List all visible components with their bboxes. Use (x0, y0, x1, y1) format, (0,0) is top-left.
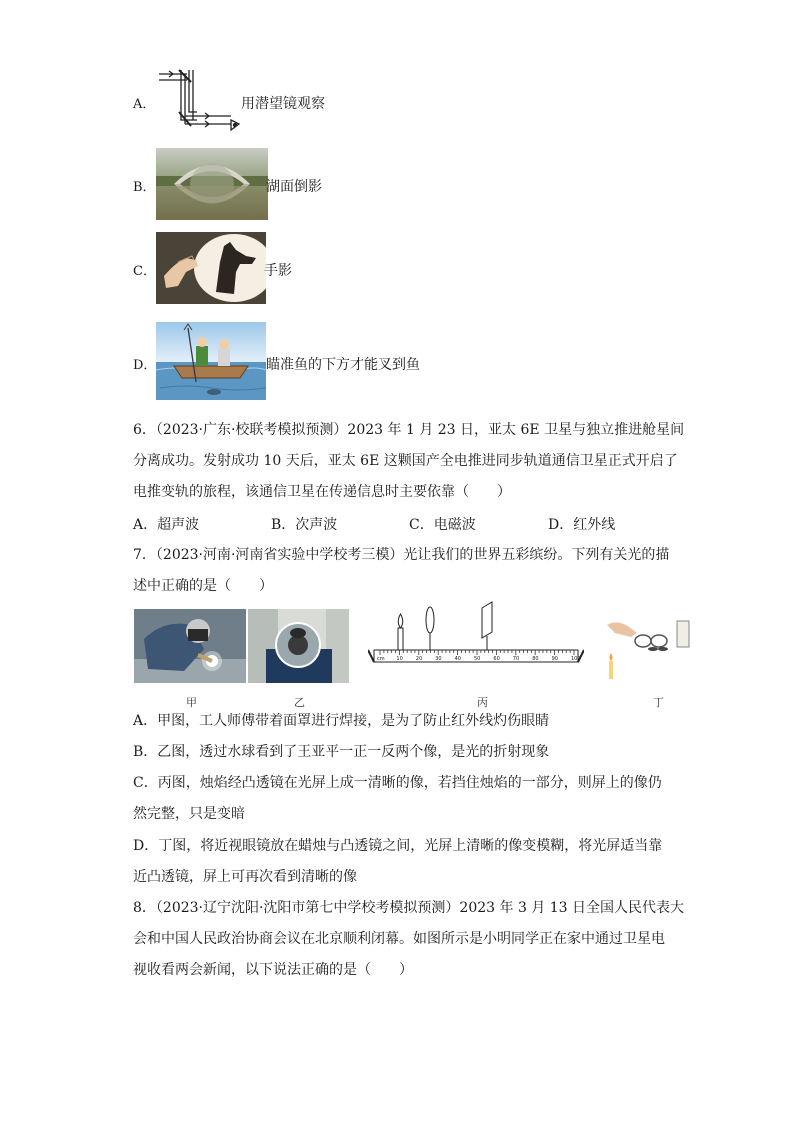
option-text: 瞄准鱼的下方才能叉到鱼 (266, 357, 420, 373)
question-text-line: 电推变轨的旅程，该通信卫星在传递信息时主要依靠（ ） (133, 484, 511, 500)
choice-d: D．红外线 (548, 517, 616, 533)
bench-tick-label: 100 (571, 656, 581, 662)
option-text: 手影 (264, 263, 292, 279)
welding-photo (134, 609, 246, 683)
lake-reflection-photo (156, 148, 268, 220)
bench-tick-label: 50 (474, 656, 481, 662)
option-label: B． (133, 180, 156, 195)
option-text: 用潜望镜观察 (241, 96, 325, 112)
question-text-line: 分离成功。发射成功 10 天后，亚太 6E 这颗国产全电推进同步轨道通信卫星正式开启了 (133, 453, 678, 469)
option-line: 近凸透镜，屏上可再次看到清晰的像 (133, 869, 357, 885)
option-line: C．丙图，烛焰经凸透镜在光屏上成一清晰的像，若挡住烛焰的一部分，则屏上的像仍 (133, 775, 662, 791)
option-line: D．丁图，将近视眼镜放在蜡烛与凸透镜之间，光屏上清晰的像变模糊，将光屏适当靠 (133, 838, 663, 854)
option-line: 然完整，只是变暗 (133, 806, 245, 822)
question-text-line: 8．（2023·辽宁沈阳·沈阳市第七中学校考模拟预测）2023 年 3 月 13 日全国人民代表大 (133, 900, 685, 916)
bench-tick-label: 40 (454, 656, 461, 662)
bench-tick-label: 70 (512, 656, 520, 662)
question-text-line: 6．（2023·广东·校联考模拟预测）2023 年 1 月 23 日，亚太 6E 卫星与独立推进舱星间 (133, 422, 685, 438)
option-label: C． (133, 264, 156, 279)
choice-a: A．超声波 (133, 517, 200, 533)
bench-tick-label: 10 (396, 656, 403, 662)
bench-tick-label: 20 (415, 656, 423, 662)
option-label: D． (133, 358, 157, 373)
option-line: A．甲图，工人师傅带着面罩进行焊接，是为了防止红外线灼伤眼睛 (133, 713, 550, 729)
figure-caption-ding: 丁 (653, 696, 664, 709)
option-line: B．乙图，透过水球看到了王亚平一正一反两个像，是光的折射现象 (133, 744, 550, 760)
water-ball-photo (248, 609, 349, 683)
figure-caption-jia: 甲 (186, 696, 197, 709)
question-text-line: 述中正确的是（ ） (133, 578, 273, 594)
choice-b: B．次声波 (271, 517, 338, 533)
choice-c: C．电磁波 (409, 517, 476, 533)
bench-tick-label: 80 (532, 656, 539, 662)
bench-tick-label: 30 (435, 656, 442, 662)
question-text-line: 视收看两会新闻，以下说法正确的是（ ） (133, 962, 413, 978)
option-text: 湖面倒影 (266, 179, 322, 195)
fishing-spear-illustration (156, 322, 266, 400)
bench-tick-label: cm (377, 656, 385, 662)
figure-caption-bing: 丙 (477, 696, 488, 709)
periscope-diagram (157, 68, 243, 138)
bench-tick-label: 60 (493, 656, 500, 662)
myopia-glasses-experiment (603, 611, 693, 683)
optical-bench-diagram (368, 600, 584, 670)
question-text-line: 会和中国人民政治协商会议在北京顺利闭幕。如图所示是小明同学正在家中通过卫星电 (133, 931, 665, 947)
question-text-line: 7．（2023·河南·河南省实验中学校考三模）光让我们的世界五彩缤纷。下列有关光的描 (133, 547, 670, 563)
option-label: A． (133, 97, 156, 112)
hand-shadow-photo (156, 232, 266, 304)
bench-tick-label: 90 (551, 656, 558, 662)
figure-caption-yi: 乙 (294, 696, 305, 709)
